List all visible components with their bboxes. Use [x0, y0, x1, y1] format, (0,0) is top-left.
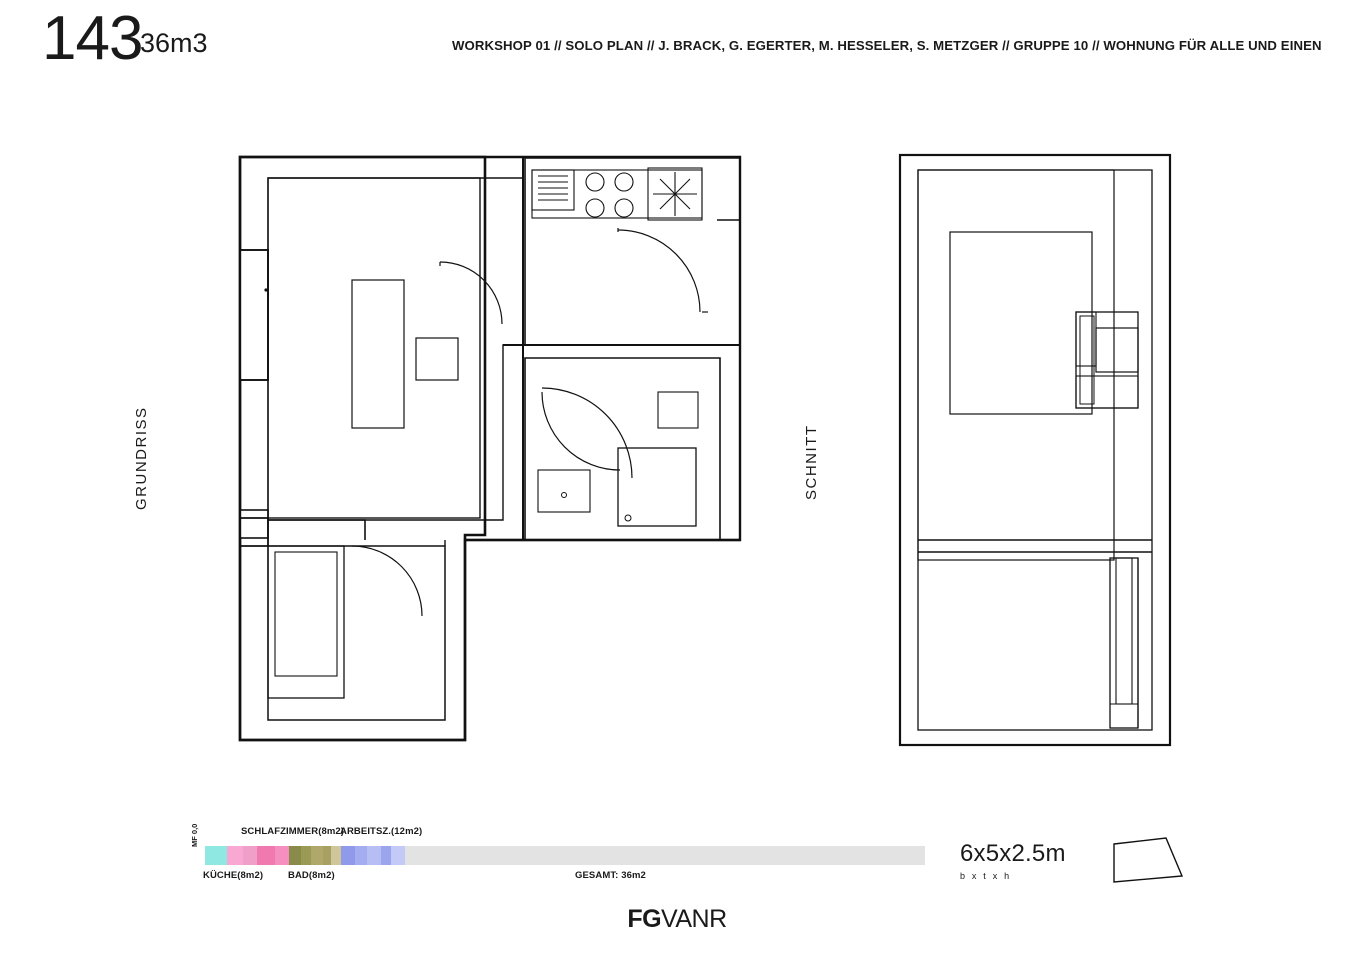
- legend-segment-mf: [205, 846, 227, 865]
- dimensions-caption: b x t x h: [960, 871, 1012, 881]
- section-label: SCHNITT: [803, 424, 820, 500]
- legend-segment-bad-3: [311, 846, 323, 865]
- legend-label-arbeitszimmer: ARBEITSZ.(12m2): [340, 826, 423, 837]
- legend-label-gesamt: GESAMT: 36m2: [575, 870, 646, 881]
- legend-segment-arbeits-1: [341, 846, 355, 865]
- legend-segment-schlaf-2: [275, 846, 289, 865]
- area-bar: [205, 846, 925, 865]
- legend-segment-arbeits-5: [391, 846, 405, 865]
- logo: [627, 905, 726, 934]
- dimensions-value: 6x5x2.5m: [960, 840, 1066, 867]
- legend-segment-arbeits-3: [367, 846, 381, 865]
- legend-segment-bad-2: [301, 846, 311, 865]
- legend-segment-arbeits-4: [381, 846, 391, 865]
- legend-label-schlafzimmer: SCHLAFZIMMER(8m2): [241, 826, 345, 837]
- section-svg: [880, 140, 1190, 760]
- legend-segment-bad-5: [331, 846, 341, 865]
- legend-segment-schlaf-1: [257, 846, 275, 865]
- legend-segment-gesamt-rest: [405, 846, 925, 865]
- legend-segment-kueche-2: [243, 846, 257, 865]
- legend-segment-bad-4: [323, 846, 331, 865]
- legend-segment-kueche: [227, 846, 243, 865]
- legend-label-bad: BAD(8m2): [288, 870, 335, 881]
- plan-volume: 36m3: [140, 28, 208, 58]
- legend: [0, 820, 1354, 890]
- page-header: [0, 0, 1354, 90]
- dimensions-block: [960, 842, 1066, 881]
- legend-label-kueche: KÜCHE(8m2): [203, 870, 264, 881]
- logo-bold: FG: [627, 905, 662, 933]
- plan-number: 143: [42, 4, 143, 73]
- logo-thin: VANR: [661, 905, 727, 933]
- floorplan-svg: [220, 140, 760, 760]
- legend-segment-arbeits-2: [355, 846, 367, 865]
- legend-label-mf: MF 0,0: [190, 823, 199, 847]
- project-title: WORKSHOP 01 // SOLO PLAN // J. BRACK, G. EGERTER, M. HESSELER, S. METZGER // GRUPPE 10 // WOHNUNG FÜR ALLE UND EINEN: [452, 38, 1322, 53]
- floorplan-label: GRUNDRISS: [133, 406, 150, 510]
- footer: [0, 905, 1354, 934]
- legend-segment-bad-1: [289, 846, 301, 865]
- volume-shape-icon: [1108, 836, 1188, 886]
